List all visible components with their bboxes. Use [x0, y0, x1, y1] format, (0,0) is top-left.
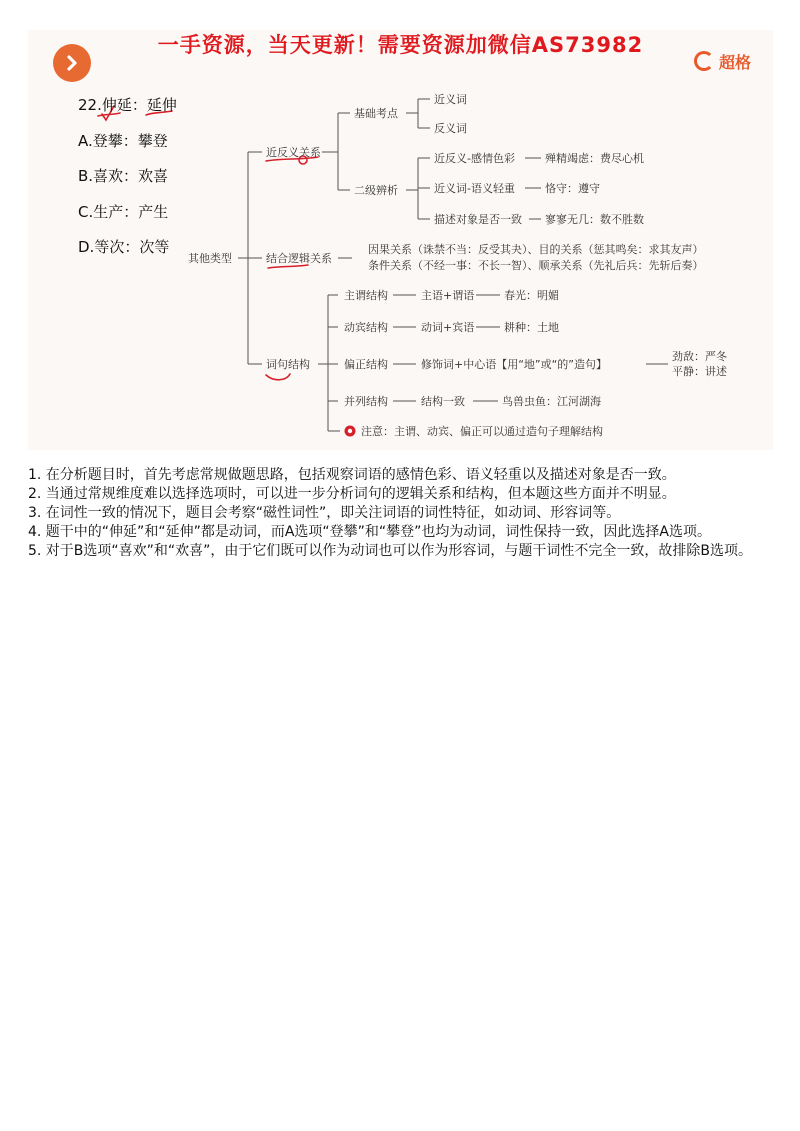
node-parallel-rule: 结构一致	[421, 395, 465, 408]
node-verb-object-rule: 动词+宾语	[421, 321, 475, 334]
node-object-consistency: 描述对象是否一致	[434, 213, 522, 226]
brand-logo: 超格	[694, 50, 751, 73]
step-1: 1. 在分析题目时，首先考虑常规做题思路，包括观察词语的感情色彩、语义轻重以及描述对象是否一致。	[28, 467, 676, 483]
example-modifier-head-1: 劲敌：严冬	[672, 350, 727, 363]
example-subject-predicate: 春光：明媚	[504, 289, 559, 302]
logic-relation-line-1: 因果关系（诛禁不当：反受其夬）、目的关系（惩其鸣矣：求其友声）	[368, 243, 704, 256]
option-c: C.生产：产生	[78, 203, 169, 221]
node-antonym: 反义词	[434, 122, 467, 135]
question-stem: 22.伸延：延伸	[78, 96, 177, 114]
banner-title: 一手资源，当天更新！需要资源加微信AS73982	[157, 33, 644, 57]
node-logic-relation: 结合逻辑关系	[266, 252, 332, 265]
node-subject-predicate-rule: 主语+谓语	[421, 289, 475, 302]
node-root: 其他类型	[188, 252, 232, 265]
node-emotion-color: 近反义-感情色彩	[434, 152, 515, 165]
step-4: 4. 题干中的“伸延”和“延伸”都是动词，而A选项“登攀”和“攀登”也均为动词，词性保持一致，因此选择A选项。	[28, 524, 711, 540]
option-d: D.等次：次等	[78, 238, 170, 256]
node-subject-predicate: 主谓结构	[344, 289, 388, 302]
structure-note: 注意：主谓、动宾、偏正可以通过造句子理解结构	[361, 425, 603, 438]
step-3: 3. 在词性一致的情况下，题目会考察“磁性词性”，即关注词语的词性特征，如动词、形容词等。	[28, 505, 621, 521]
node-sentence-structure: 词句结构	[266, 358, 310, 371]
step-5: 5. 对于B选项“喜欢”和“欢喜”，由于它们既可以作为动词也可以作为形容词，与题干词性不完全一致，故排除B选项。	[28, 543, 753, 559]
node-modifier-head-rule: 修饰词+中心语【用“地”或“的”造句】	[421, 358, 608, 371]
node-basic-points: 基础考点	[354, 107, 398, 120]
example-parallel: 鸟兽虫鱼：江河湖海	[502, 395, 601, 408]
node-near-antonym: 近反义关系	[266, 146, 321, 159]
node-second-level: 二级辨析	[354, 184, 398, 197]
node-parallel: 并列结构	[344, 395, 388, 408]
option-b: B.喜欢：欢喜	[78, 167, 169, 185]
example-object: 寥寥无几：数不胜数	[545, 213, 644, 226]
solution-steps	[28, 466, 774, 561]
node-semantic-weight: 近义词-语义轻重	[434, 182, 515, 195]
node-modifier-head: 偏正结构	[344, 358, 388, 371]
node-synonym: 近义词	[434, 93, 467, 106]
node-verb-object: 动宾结构	[344, 321, 388, 334]
example-verb-object: 耕种：土地	[504, 321, 559, 334]
warning-icon	[344, 425, 356, 437]
example-weight: 恪守：遵守	[545, 182, 600, 195]
example-emotion: 殚精竭虑：费尽心机	[545, 152, 644, 165]
lecture-slide	[28, 30, 773, 450]
logic-relation-line-2: 条件关系（不经一事：不长一智）、顺承关系（先礼后兵：先斩后奏）	[368, 259, 704, 272]
option-a: A.登攀：攀登	[78, 132, 168, 150]
example-modifier-head-2: 平静：讲述	[672, 365, 727, 378]
step-2: 2. 当通过常规维度难以选择选项时，可以进一步分析词句的逻辑关系和结构，但本题这些方面并不明显。	[28, 486, 676, 502]
